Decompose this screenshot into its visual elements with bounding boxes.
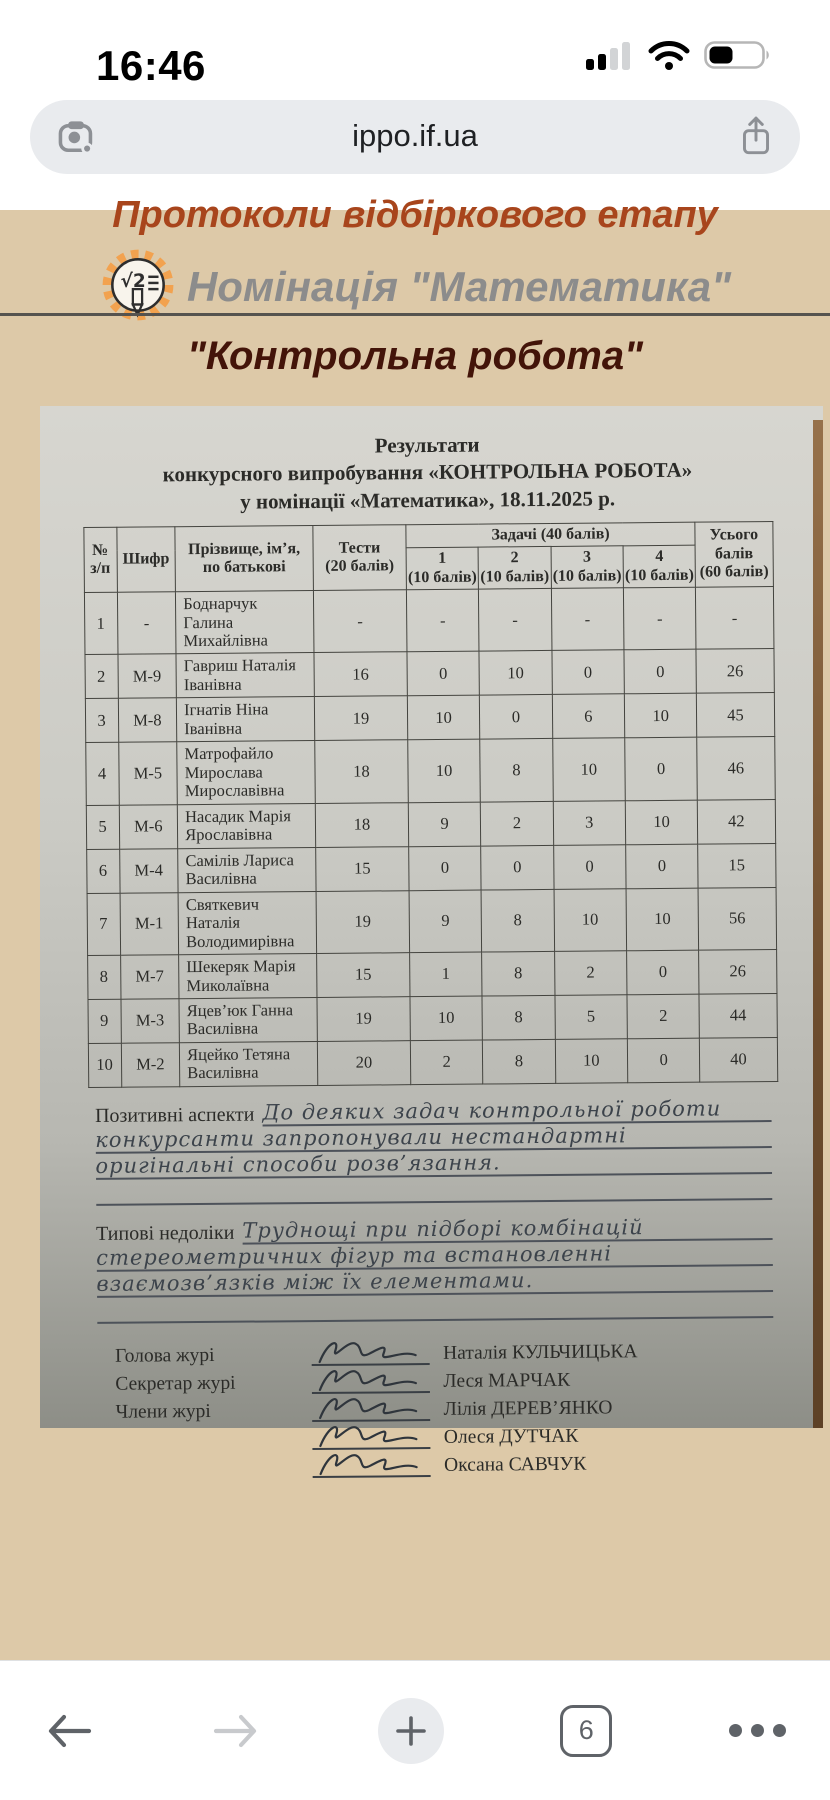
cell-t2: 0 <box>480 695 553 740</box>
cell-t3: 2 <box>554 951 627 996</box>
cell-name: Самілів Лариса Василівна <box>178 847 316 892</box>
drawbacks-label: Типові недоліки <box>95 1221 235 1245</box>
scanned-protocol-photo <box>40 406 823 1476</box>
cell-total: 46 <box>697 737 775 800</box>
cell-total: 26 <box>696 649 774 694</box>
cell-tests: 19 <box>316 890 410 953</box>
jury-role-label: Голова журі <box>115 1344 215 1367</box>
share-icon[interactable] <box>738 115 774 159</box>
col-header-num: № з/п <box>83 527 117 592</box>
cell-t1: 2 <box>410 1040 483 1085</box>
signature-scribble <box>311 1367 429 1394</box>
cell-t2: 10 <box>479 651 552 696</box>
jury-member-name: Лілія ДЕРЕВ’ЯНКО <box>443 1397 613 1420</box>
signature-scribble <box>311 1339 429 1366</box>
cell-cipher: М-6 <box>119 804 178 848</box>
cell-name: Яцейко Тетяна Василівна <box>179 1041 317 1086</box>
cell-num: 2 <box>84 655 117 699</box>
cell-tests: 19 <box>314 696 407 741</box>
cell-t4: 0 <box>626 844 699 889</box>
wifi-icon <box>648 40 690 75</box>
drawbacks-section <box>96 1214 773 1324</box>
table-row <box>85 693 774 743</box>
col-header-task2: 2 (10 балів) <box>478 547 551 589</box>
cell-t3: 3 <box>553 801 626 846</box>
jury-member-name: Олеся ДУТЧАК <box>443 1425 579 1448</box>
nomination-heading <box>0 243 830 331</box>
cell-num: 3 <box>85 699 118 743</box>
cell-num: 1 <box>84 592 118 655</box>
cell-t3: 0 <box>553 844 626 889</box>
cell-name: Святкевич Наталія Володимирівна <box>178 891 316 955</box>
col-header-task3: 3 (10 балів) <box>551 546 624 588</box>
jury-row <box>116 1446 756 1480</box>
table-row <box>87 887 777 955</box>
cell-tests: 20 <box>317 1041 410 1086</box>
table-row <box>87 993 776 1043</box>
cell-t4: 2 <box>627 994 700 1039</box>
section-title: "Контрольна робота" <box>186 334 644 378</box>
table-row <box>88 1037 777 1087</box>
doc-title-line3: у номінації «Математика», 18.11.2025 р. <box>240 485 616 514</box>
url-text[interactable]: ippo.if.ua <box>352 118 478 153</box>
cell-t3: - <box>551 588 624 651</box>
cell-total: 40 <box>700 1037 778 1082</box>
cell-t2: 8 <box>482 951 555 996</box>
cell-tests: 15 <box>317 953 410 998</box>
cell-t3: 10 <box>555 1039 628 1084</box>
status-icons <box>586 40 774 75</box>
signature-scribble <box>311 1395 429 1422</box>
cell-t2: 8 <box>480 739 553 802</box>
cell-num: 5 <box>86 805 119 849</box>
cell-t3: 0 <box>552 650 625 695</box>
cell-t2: 8 <box>481 889 554 952</box>
cell-t3: 6 <box>552 694 625 739</box>
jury-member-name: Леся МАРЧАК <box>443 1369 571 1392</box>
cell-t3: 10 <box>552 738 625 801</box>
svg-text:√2: √2 <box>120 270 146 292</box>
status-bar <box>0 0 830 100</box>
cell-name: Яцев’юк Ганна Василівна <box>179 997 317 1042</box>
document-title <box>36 429 820 518</box>
cell-num: 6 <box>86 849 119 893</box>
cell-name: Ігнатів Ніна Іванівна <box>176 697 314 742</box>
new-tab-button[interactable] <box>378 1698 444 1764</box>
cell-num: 8 <box>87 955 120 999</box>
cell-total: 56 <box>698 887 776 950</box>
cell-t2: 8 <box>483 1039 556 1084</box>
cell-tests: - <box>313 590 407 653</box>
col-header-name: Прізвище, ім’я, по батькові <box>175 525 313 591</box>
signature-scribble <box>312 1451 430 1478</box>
cell-cipher: М-2 <box>121 1043 180 1087</box>
cell-total: 26 <box>699 950 777 995</box>
results-table <box>83 521 778 1088</box>
handwritten-text: До деяких задач контрольної роботи <box>262 1096 722 1125</box>
cell-t1: 9 <box>409 890 482 953</box>
jury-role-label: Секретар журі <box>115 1372 236 1395</box>
cell-t4: 0 <box>625 738 698 801</box>
cell-tests: 18 <box>315 802 408 847</box>
table-row <box>87 950 776 1000</box>
cell-t1: 10 <box>410 996 483 1041</box>
handwritten-text: конкурсанти запропонували нестандартні <box>95 1123 627 1152</box>
cell-total: - <box>696 587 774 650</box>
browser-toolbar <box>0 1660 830 1800</box>
page-banner-title: Протоколи відбіркового етапу <box>112 194 718 236</box>
nomination-title: Номінація "Математика" <box>186 263 732 310</box>
cell-cipher: М-7 <box>120 955 179 999</box>
table-row <box>86 843 775 893</box>
horizontal-divider <box>0 313 830 316</box>
cell-total: 15 <box>698 843 776 888</box>
cell-t1: 0 <box>409 846 482 891</box>
cell-num: 7 <box>87 893 121 956</box>
cellular-signal-icon <box>586 40 634 75</box>
tab-switcher-button[interactable]: 6 <box>560 1705 612 1757</box>
signature-scribble <box>312 1423 430 1450</box>
cell-cipher: М-5 <box>118 742 177 805</box>
col-header-cipher: Шифр <box>116 527 175 593</box>
web-page-content <box>0 194 830 1660</box>
col-header-tests: Тести (20 балів) <box>313 525 407 591</box>
cell-t4: 0 <box>627 950 700 995</box>
cell-tests: 15 <box>316 846 409 891</box>
col-header-task4: 4 (10 балів) <box>623 545 696 587</box>
url-bar[interactable] <box>30 100 800 174</box>
handwritten-text: Труднощі при підборі комбінацій <box>242 1215 644 1243</box>
cell-t2: 0 <box>481 845 554 890</box>
document-content <box>35 403 827 1481</box>
cell-cipher: М-8 <box>118 698 177 742</box>
cell-num: 10 <box>88 1043 121 1087</box>
cell-t2: 8 <box>482 995 555 1040</box>
cell-t4: 10 <box>624 694 697 739</box>
cell-name: Гавриш Наталія Іванівна <box>176 653 314 698</box>
cell-t1: 0 <box>407 652 480 697</box>
cell-name: Насадик Марія Ярославівна <box>177 803 315 848</box>
cell-total: 45 <box>697 693 775 738</box>
menu-button[interactable] <box>729 1724 786 1737</box>
cell-t4: 0 <box>624 650 697 695</box>
cell-t4: - <box>623 587 696 650</box>
doc-title-line1: Результати <box>374 432 480 458</box>
cell-t2: 2 <box>481 801 554 846</box>
cell-t4: 10 <box>625 800 698 845</box>
clock: 16:46 <box>96 42 206 89</box>
forward-button[interactable] <box>211 1712 261 1750</box>
table-row <box>86 799 775 849</box>
empty-ruled-line <box>97 1316 773 1324</box>
handwritten-text: стереометричних фігур та встановленні <box>96 1241 613 1270</box>
cell-tests: 19 <box>317 997 410 1042</box>
table-row <box>85 737 775 805</box>
cell-tests: 16 <box>314 652 407 697</box>
cell-t1: 10 <box>407 695 480 740</box>
cell-num: 4 <box>85 743 119 806</box>
cell-name: Матрофайло Мирослава Мирославівна <box>177 741 315 805</box>
jury-signatures-block <box>115 1334 756 1480</box>
cell-t1: 10 <box>408 739 481 802</box>
cell-num: 9 <box>87 999 120 1043</box>
back-button[interactable] <box>44 1712 94 1750</box>
cell-cipher: М-4 <box>119 848 178 892</box>
cell-t4: 10 <box>626 888 699 951</box>
cell-name: Боднарчук Галина Михайлівна <box>176 591 314 655</box>
cell-t4: 0 <box>627 1038 700 1083</box>
cell-cipher: М-9 <box>118 654 177 698</box>
jury-member-name: Оксана САВЧУК <box>443 1453 587 1476</box>
col-header-task1: 1 (10 балів) <box>406 547 479 589</box>
cell-cipher: М-3 <box>121 999 180 1043</box>
cell-t1: 9 <box>408 802 481 847</box>
col-header-total: Усього балів (60 балів) <box>695 521 773 587</box>
positives-section <box>95 1096 772 1206</box>
cell-cipher: М-1 <box>120 892 179 955</box>
cell-cipher: - <box>117 592 176 655</box>
table-row <box>84 649 773 699</box>
cell-tests: 18 <box>315 740 409 803</box>
battery-icon <box>704 40 774 75</box>
jury-role-label <box>116 1478 312 1480</box>
col-header-tasks-group: Задачі (40 балів) <box>406 522 696 548</box>
positives-label: Позитивні аспекти <box>94 1103 255 1127</box>
cell-t3: 10 <box>554 888 627 951</box>
cell-total: 44 <box>699 993 777 1038</box>
cell-t1: 1 <box>410 952 483 997</box>
cell-total: 42 <box>698 799 776 844</box>
doc-title-line2: конкурсного випробування «КОНТРОЛЬНА РОБОТА» <box>162 458 693 487</box>
handwritten-text: оригінальні способи розв’язання. <box>95 1150 501 1178</box>
jury-role-label: Члени журі <box>115 1400 211 1423</box>
handwritten-text: взаємозв’язків між їх елементами. <box>96 1267 534 1296</box>
cell-t2: - <box>479 589 552 652</box>
cell-t1: - <box>406 589 479 652</box>
cell-t3: 5 <box>555 995 628 1040</box>
results-table-body <box>84 587 777 1088</box>
empty-ruled-line <box>96 1198 772 1206</box>
math-gear-icon <box>99 246 177 329</box>
cell-name: Шекеряк Марія Миколаївна <box>179 954 317 999</box>
jury-member-name: Наталія КУЛЬЧИЦЬКА <box>443 1341 638 1364</box>
table-row <box>84 587 774 655</box>
